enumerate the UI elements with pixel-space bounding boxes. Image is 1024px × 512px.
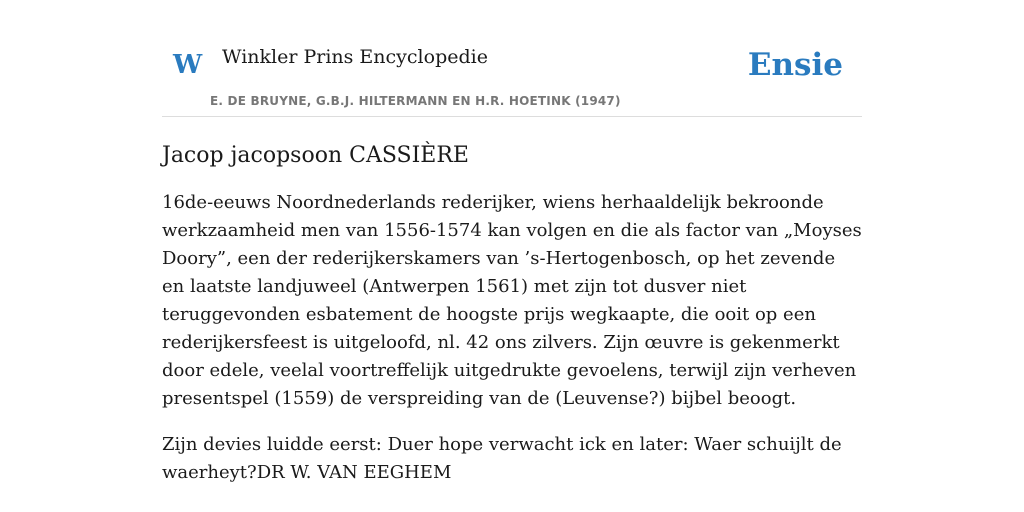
header: [162, 0, 862, 117]
publication-authors: E. DE BRUYNE, G.B.J. HILTERMANN EN H.R. HOETINK (1947): [210, 94, 621, 108]
article-paragraph: 16de-eeuws Noordnederlands rederijker, wiens herhaaldelijk bekroonde werkzaamheid men van 1556-1574 kan volgen en die als factor van „Moyses Doory”, een der rederijkerskamers van ’s-Hertogenbosch, op het zevende en laatste landjuweel (Antwerpen 1561) met zijn tot dusver niet teruggevonden esbatement de hoogste prijs wegkaapte, die ooit op een rederijkersfeest is uitgeloofd, nl. 42 ons zilvers. Zijn œuvre is gekenmerkt door edele, veelal voortreffelijk uitgedrukte gevoelens, terwijl zijn verheven presentspel (1559) de verspreiding van de (Leuvense?) bijbel beoogt.: [162, 192, 862, 409]
publication-title[interactable]: Winkler Prins Encyclopedie: [222, 46, 488, 68]
winkler-prins-logo[interactable]: W: [173, 50, 203, 80]
page-container: [162, 0, 862, 487]
article-paragraph: Zijn devies luidde eerst: Duer hope verwacht ick en later: Waer schuijlt de waerheyt?DR W. VAN EEGHEM: [162, 434, 842, 483]
article-body: [162, 189, 862, 487]
ensie-brand-link[interactable]: Ensie: [747, 47, 843, 83]
article-title: Jacop jacopsoon CASSIÈRE: [162, 143, 469, 168]
